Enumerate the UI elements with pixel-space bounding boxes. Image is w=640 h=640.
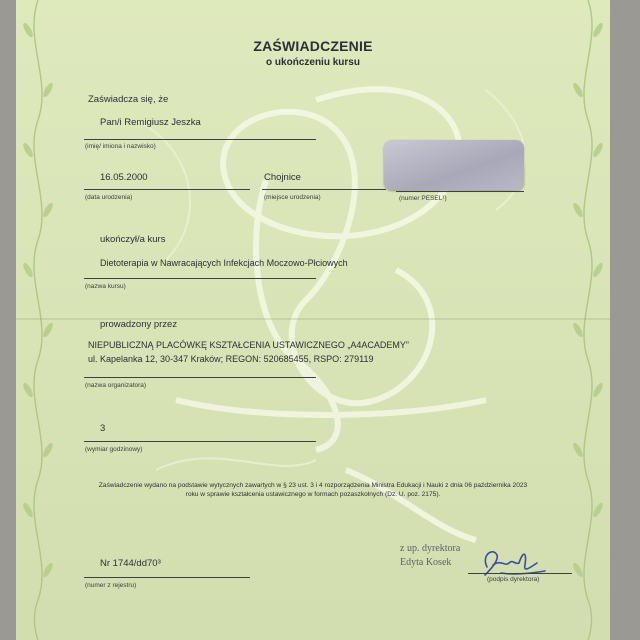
course-label: (nazwa kursu) (85, 283, 126, 290)
course-line (84, 278, 316, 279)
signature-line (468, 573, 572, 574)
organizer-line1: NIEPUBLICZNĄ PLACÓWKĘ KSZTAŁCENIA USTAWICZNEGO „A4ACADEMY” (88, 340, 409, 350)
legal-note-line1: Zaświadczenie wydano na podstawie wytycznych zawartych w § 23 ust. 3 i 4 rozporządzenia Ministra Edukacji i Nauki z dnia 06 października 2023 (98, 482, 528, 489)
legal-note-line2: roku w sprawie kształcenia ustawicznego w formach pozaszkolnych (Dz. U. poz. 2175). (185, 491, 441, 498)
hours-line (84, 441, 316, 442)
document-subtitle: o ukończeniu kursu (266, 57, 360, 68)
director-stamp-line2: Edyta Kosek (400, 557, 452, 568)
registry-label: (numer z rejestru) (85, 582, 137, 589)
person-line (84, 139, 316, 140)
registry-line (84, 577, 250, 578)
hours-label: (wymiar godzinowy) (85, 446, 143, 453)
pesel-label: (numer PESEL¹) (399, 195, 447, 202)
course-name: Dietoterapia w Nawracających Infekcjach Moczowo-Płciowych (100, 258, 348, 268)
registry-number: Nr 1744/dd70³ (100, 558, 161, 569)
certificate-paper (16, 0, 610, 640)
birth-place: Chojnice (264, 172, 301, 183)
person-label: (imię/ imiona i nazwisko) (85, 143, 156, 150)
birth-date: 16.05.2000 (100, 172, 148, 183)
birth-place-label: (miejsce urodzenia) (264, 194, 321, 201)
person-name: Pan/i Remigiusz Jeszka (100, 117, 201, 128)
organizer-line (84, 377, 316, 378)
intro-text: Zaświadcza się, że (88, 94, 169, 105)
birth-date-line (84, 189, 250, 190)
birth-place-line (262, 189, 386, 190)
pesel-line (396, 191, 524, 192)
organizer-label: (nazwa organizatora) (85, 382, 147, 389)
course-intro: ukończył/a kurs (100, 234, 166, 245)
hours-value: 3 (100, 423, 106, 434)
document-title: ZAŚWIADCZENIE (253, 38, 373, 54)
director-stamp-line1: z up. dyrektora (400, 543, 461, 554)
organizer-line2: ul. Kapelanka 12, 30-347 Kraków; REGON: 520685455, RSPO: 279119 (88, 354, 374, 364)
birth-date-label: (data urodzenia) (85, 194, 133, 201)
signature-label: (podpis dyrektora) (487, 576, 540, 583)
redacted-pesel (384, 140, 524, 190)
organizer-intro: prowadzony przez (100, 319, 178, 330)
